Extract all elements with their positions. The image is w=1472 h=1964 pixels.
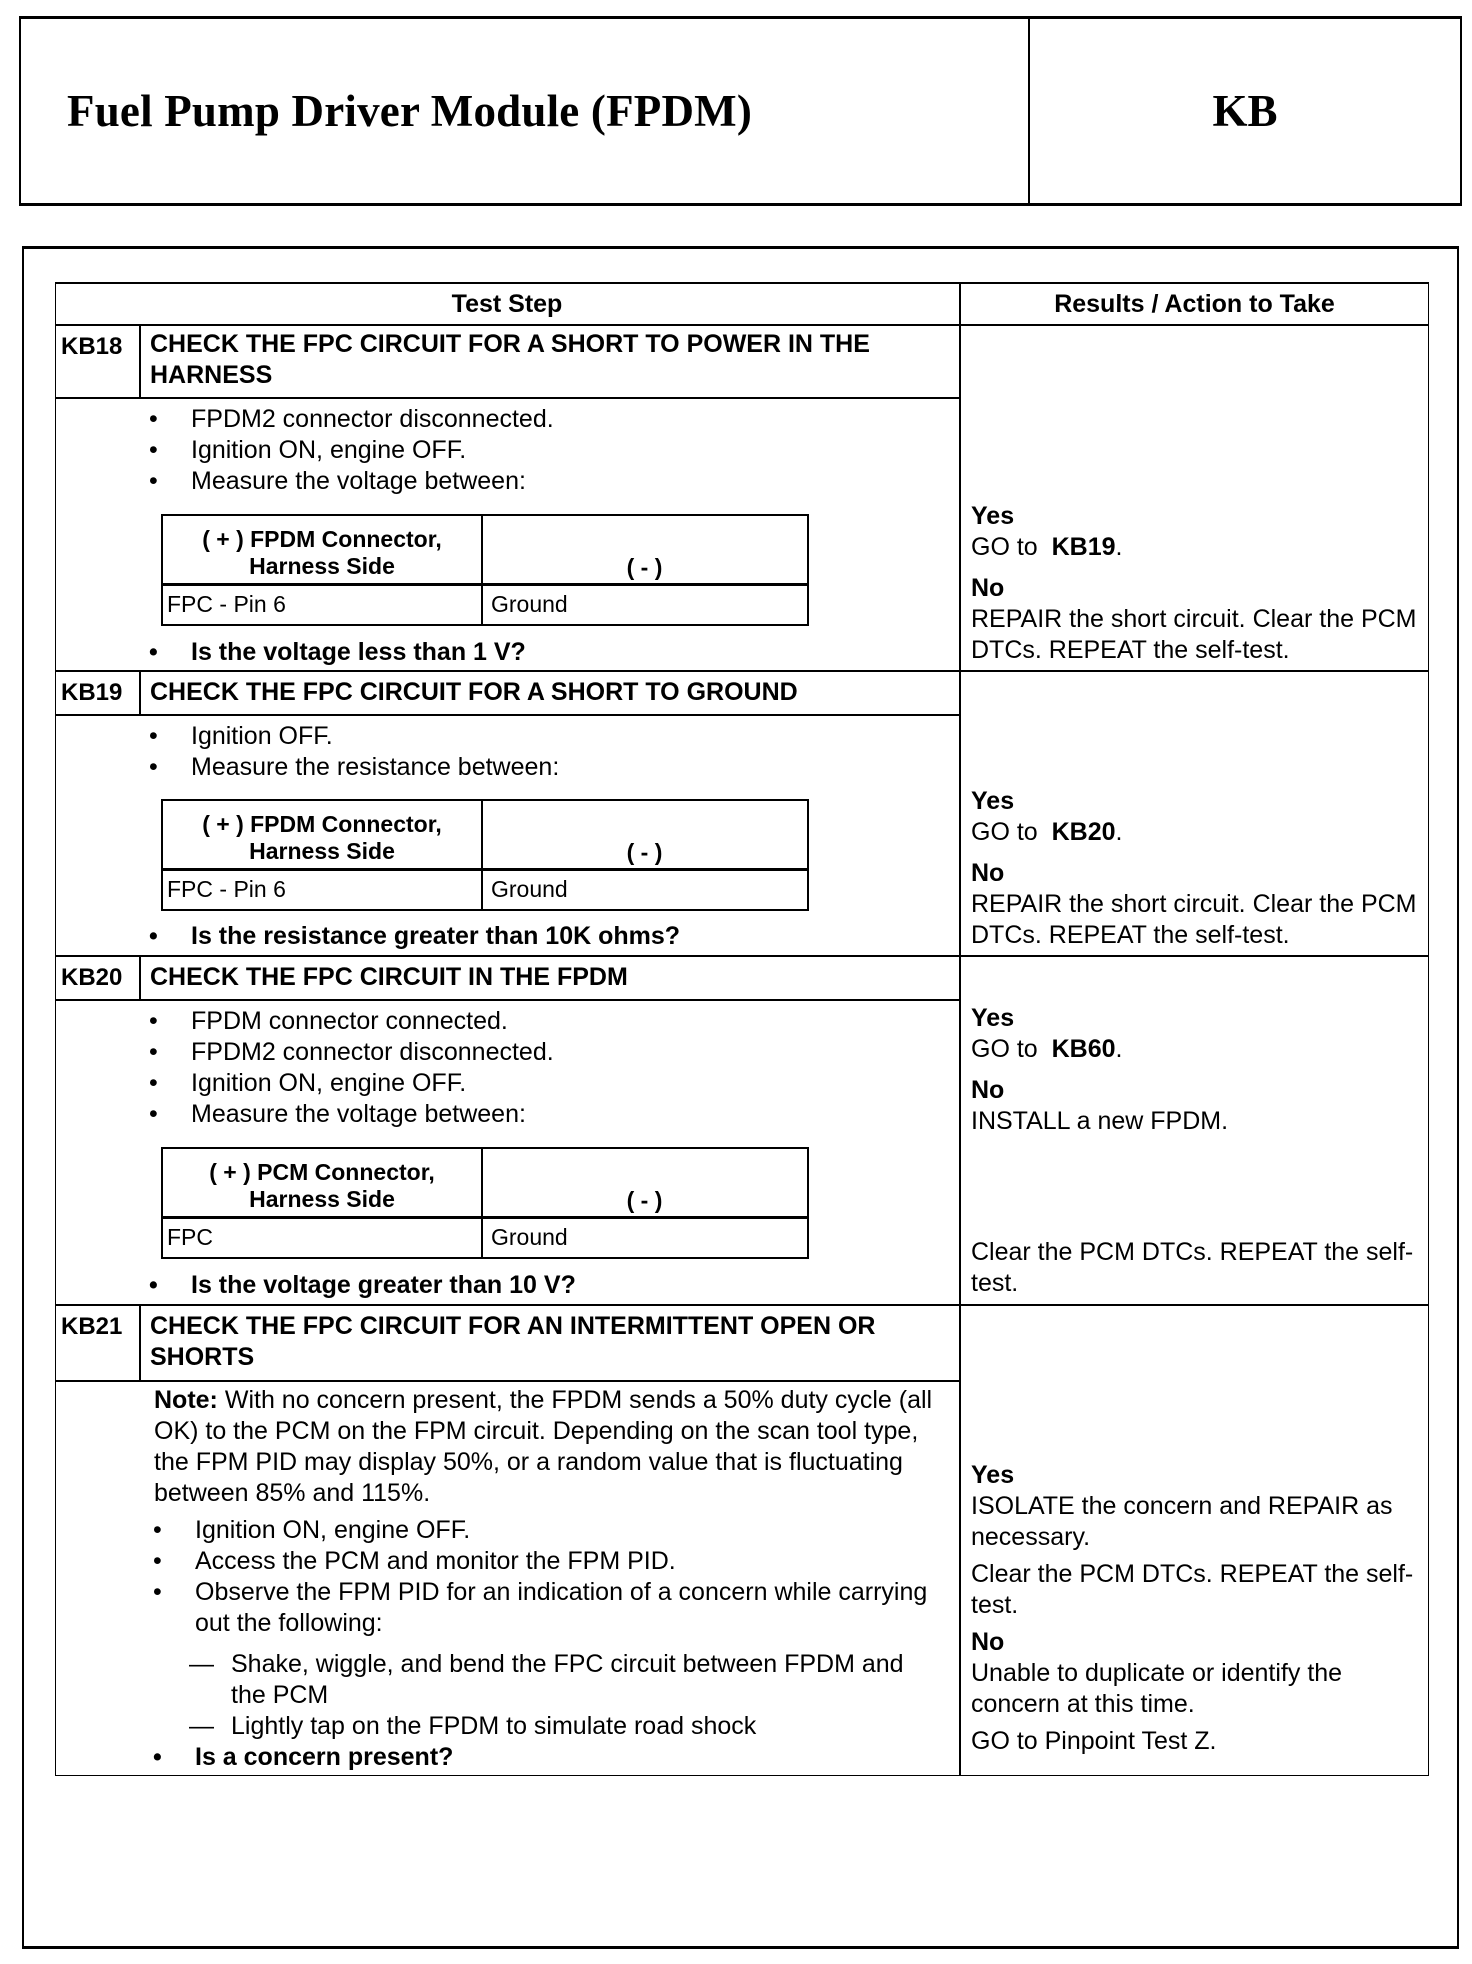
goto-link[interactable]: KB60	[1051, 1035, 1116, 1063]
plus-header: ( + ) PCM Connector, Harness Side	[209, 1159, 435, 1212]
step-id: KB18	[61, 333, 123, 360]
instruction-item: • FPDM2 connector disconnected.	[145, 1037, 945, 1068]
yes-action	[971, 533, 1122, 561]
instruction-item: • Ignition OFF.	[145, 721, 945, 752]
plus-value: FPC	[167, 1224, 213, 1250]
question-text: • Is the voltage greater than 10 V?	[145, 1270, 945, 1301]
plus-header: ( + ) FPDM Connector, Harness Side	[202, 811, 442, 864]
minus-header: ( - )	[626, 1187, 663, 1213]
plus-header: ( + ) FPDM Connector, Harness Side	[202, 526, 442, 579]
measurement-table	[161, 799, 809, 911]
step-instructions	[145, 404, 945, 497]
yes-action	[971, 818, 1122, 846]
minus-header: ( - )	[626, 554, 663, 580]
step-question	[145, 637, 945, 668]
instruction-item: • Ignition ON, engine OFF.	[145, 1068, 945, 1099]
step-question	[145, 921, 945, 952]
step-instructions	[145, 1006, 945, 1130]
subtable-divider	[481, 801, 483, 909]
subtable-divider	[163, 868, 807, 871]
plus-value: FPC - Pin 6	[167, 591, 286, 617]
goto-prefix: GO to	[971, 818, 1038, 846]
no-action: Unable to duplicate or identify the concern at this time.	[971, 1659, 1343, 1718]
measurement-table	[161, 1147, 809, 1259]
subtable-divider	[163, 583, 807, 586]
step-divider	[55, 955, 1429, 957]
title-divider	[55, 714, 960, 716]
instruction-item: • Observe the FPM PID for an indication of a concern while carrying out the following:	[149, 1577, 944, 1639]
no-label: No	[971, 574, 1005, 602]
plus-value: FPC - Pin 6	[167, 876, 286, 902]
goto-link[interactable]: KB20	[1051, 818, 1116, 846]
column-header-test-step: Test Step	[451, 289, 563, 318]
minus-value: Ground	[491, 591, 568, 617]
instruction-item: • FPDM connector connected.	[145, 1006, 945, 1037]
step-title: CHECK THE FPC CIRCUIT FOR A SHORT TO GROUND	[150, 678, 798, 706]
step-instructions	[149, 1515, 944, 1773]
title-divider	[55, 999, 960, 1001]
no-action: REPAIR the short circuit. Clear the PCM DTCs. REPEAT the self-test.	[971, 605, 1417, 664]
measurement-table	[161, 514, 809, 626]
goto-prefix: GO to	[971, 1035, 1038, 1063]
column-divider	[959, 282, 961, 1776]
goto-suffix: .	[1115, 818, 1123, 846]
step-results	[971, 786, 1421, 951]
step-id-divider	[139, 956, 141, 1000]
step-results	[971, 501, 1421, 666]
no-action-followup[interactable]: GO to Pinpoint Test Z.	[971, 1727, 1217, 1755]
goto-link[interactable]: KB19	[1051, 533, 1116, 561]
step-id-divider	[139, 325, 141, 398]
yes-action: ISOLATE the concern and REPAIR as necessary.	[971, 1492, 1393, 1551]
yes-label: Yes	[971, 1004, 1015, 1032]
step-divider	[55, 1304, 1429, 1306]
minus-value: Ground	[491, 876, 568, 902]
step-note	[154, 1385, 944, 1509]
column-header-results: Results / Action to Take	[1054, 289, 1335, 318]
instruction-item: • Measure the voltage between:	[145, 466, 945, 497]
step-id: KB20	[61, 964, 123, 991]
yes-label: Yes	[971, 502, 1015, 530]
no-label: No	[971, 1628, 1005, 1656]
sub-instruction-item: — Shake, wiggle, and bend the FPC circuit between FPDM and the PCM	[189, 1649, 944, 1711]
step-id: KB19	[61, 679, 123, 706]
instruction-item: • FPDM2 connector disconnected.	[145, 404, 945, 435]
sub-instruction-item: — Lightly tap on the FPDM to simulate road shock	[189, 1711, 944, 1742]
no-action: REPAIR the short circuit. Clear the PCM DTCs. REPEAT the self-test.	[971, 890, 1417, 949]
goto-prefix: GO to	[971, 533, 1038, 561]
step-instructions	[145, 721, 945, 783]
step-title: CHECK THE FPC CIRCUIT IN THE FPDM	[150, 963, 628, 991]
step-results	[971, 1003, 1421, 1137]
subtable-divider	[163, 1216, 807, 1219]
no-label: No	[971, 859, 1005, 887]
section-code: KB	[1212, 86, 1278, 136]
title-divider	[55, 1380, 960, 1382]
no-action: INSTALL a new FPDM.	[971, 1107, 1229, 1135]
page-header	[19, 16, 1462, 206]
step-results	[971, 1460, 1421, 1757]
instruction-item: • Ignition ON, engine OFF.	[145, 435, 945, 466]
subtable-divider	[481, 516, 483, 624]
subtable-divider	[481, 1149, 483, 1257]
step-question	[145, 1270, 945, 1301]
goto-suffix: .	[1115, 1035, 1123, 1063]
step-divider	[55, 670, 1429, 672]
no-label: No	[971, 1076, 1005, 1104]
page-title: Fuel Pump Driver Module (FPDM)	[67, 86, 753, 136]
step-title: CHECK THE FPC CIRCUIT FOR AN INTERMITTENT OPEN OR SHORTS	[150, 1312, 876, 1371]
minus-value: Ground	[491, 1224, 568, 1250]
step-results-footer: Clear the PCM DTCs. REPEAT the self-test.	[971, 1238, 1414, 1297]
step-title: CHECK THE FPC CIRCUIT FOR A SHORT TO POWER IN THE HARNESS	[150, 330, 870, 389]
instruction-item: • Measure the voltage between:	[145, 1099, 945, 1130]
note-label: Note:	[154, 1386, 218, 1414]
minus-header: ( - )	[626, 839, 663, 865]
question-text: • Is the voltage less than 1 V?	[145, 637, 945, 668]
instruction-item: • Measure the resistance between:	[145, 752, 945, 783]
step-id: KB21	[61, 1313, 123, 1340]
question-text: • Is the resistance greater than 10K ohms?	[145, 921, 945, 952]
step-id-divider	[139, 671, 141, 715]
yes-label: Yes	[971, 787, 1015, 815]
instruction-item: • Access the PCM and monitor the FPM PID.	[149, 1546, 944, 1577]
yes-action-followup: Clear the PCM DTCs. REPEAT the self-test.	[971, 1560, 1414, 1619]
question-text: • Is a concern present?	[149, 1742, 944, 1773]
yes-label: Yes	[971, 1461, 1015, 1489]
title-divider	[55, 397, 960, 399]
yes-action	[971, 1035, 1122, 1063]
goto-suffix: .	[1115, 533, 1123, 561]
step-id-divider	[139, 1305, 141, 1381]
note-text: With no concern present, the FPDM sends a 50% duty cycle (all OK) to the PCM on the FPM circuit. Depending on the scan tool type, the FPM PID may display 50%, or a random value that is fluctuating between 85% and 115%.	[154, 1386, 933, 1507]
instruction-item: • Ignition ON, engine OFF.	[149, 1515, 944, 1546]
